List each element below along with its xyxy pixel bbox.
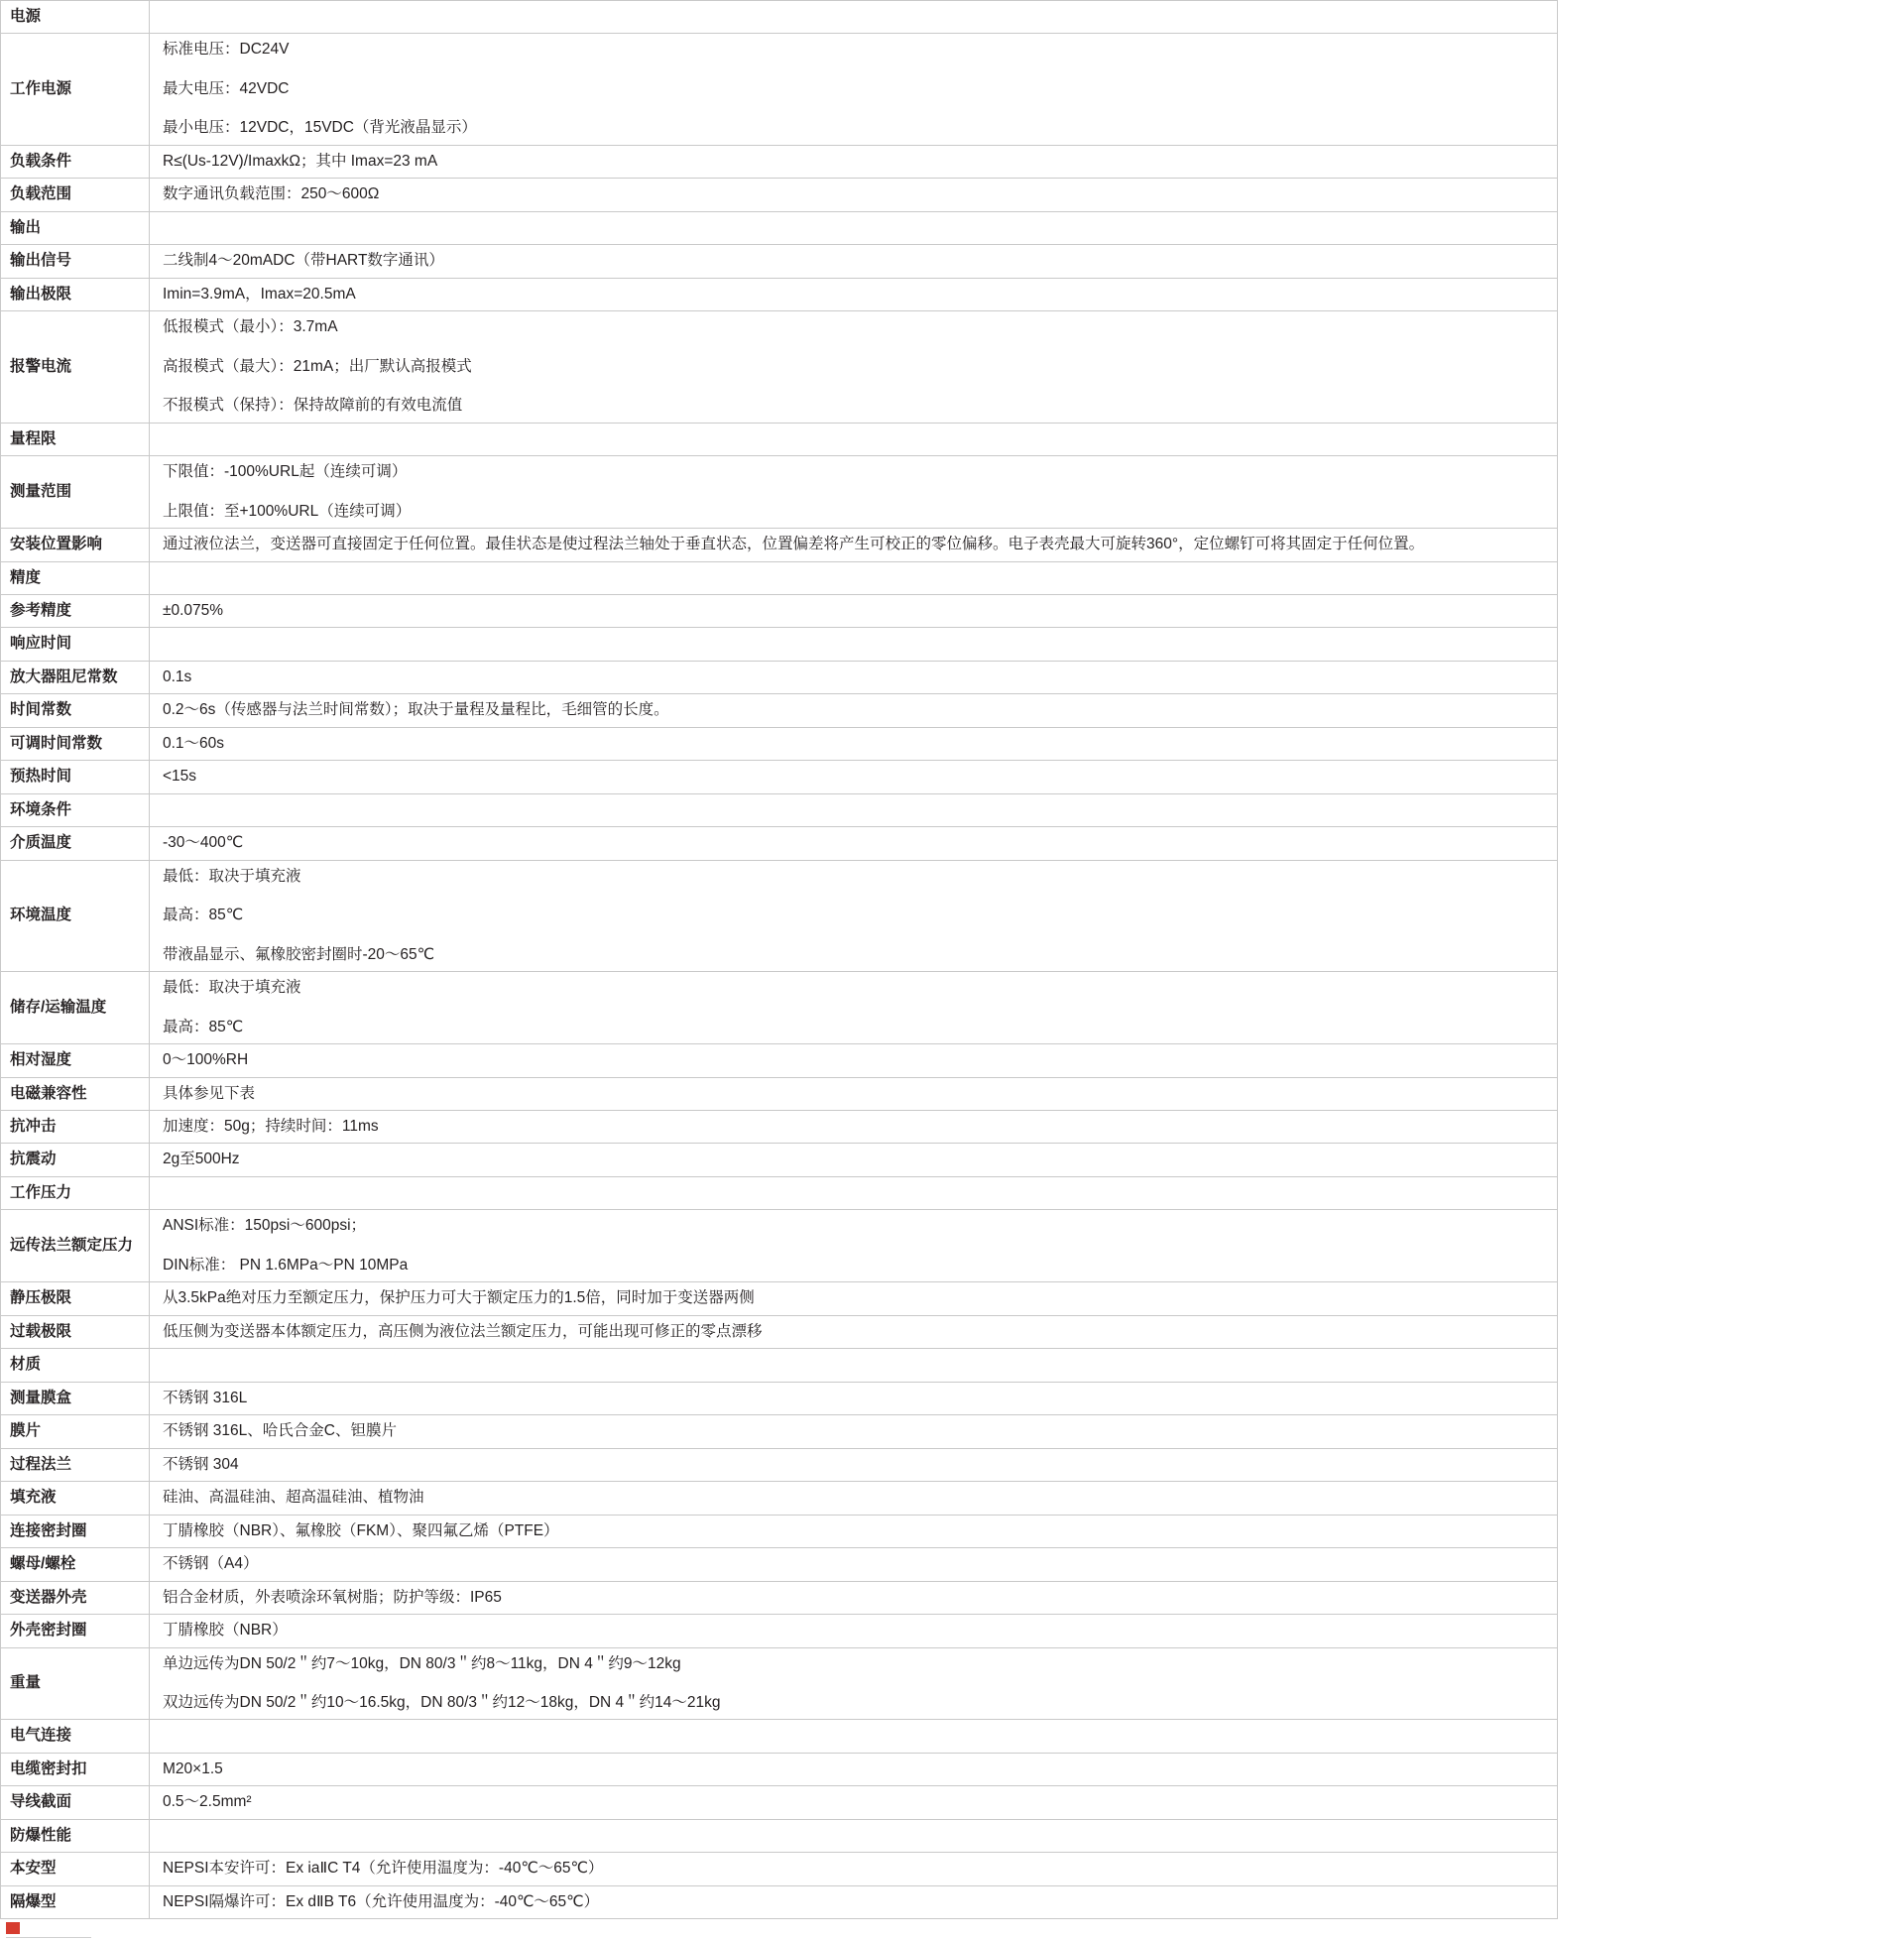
spec-label-cell: 防爆性能 (1, 1819, 150, 1852)
spec-value-line: 硅油、高温硅油、超高温硅油、植物油 (163, 1489, 424, 1507)
spec-value-cell (150, 1077, 1558, 1110)
table-row (1, 529, 1558, 561)
spec-value-cell (150, 972, 1558, 1044)
spec-value-line: 低报模式（最小）：3.7mA (163, 318, 338, 336)
spec-value-line: DIN标准： PN 1.6MPa～PN 10MPa (163, 1256, 409, 1274)
spec-value-cell (150, 1853, 1558, 1885)
table-row (1, 860, 1558, 971)
table-row (1, 1819, 1558, 1852)
table-row (1, 456, 1558, 529)
spec-value-cell (150, 561, 1558, 594)
spec-value-cell (150, 179, 1558, 211)
spec-label-cell: 相对湿度 (1, 1044, 150, 1077)
table-row (1, 1548, 1558, 1581)
table-row (1, 1282, 1558, 1315)
table-row (1, 1210, 1558, 1282)
spec-value-line: 上限值：至+100%URL（连续可调） (163, 502, 412, 520)
table-row (1, 278, 1558, 310)
table-row (1, 727, 1558, 760)
table-row (1, 1144, 1558, 1176)
table-row (1, 827, 1558, 860)
spec-value-cell (150, 211, 1558, 244)
footer-divider (6, 1937, 91, 1938)
spec-value-line: 高报模式（最大）：21mA；出厂默认高报模式 (163, 357, 472, 375)
table-row (1, 1885, 1558, 1918)
spec-value-line: 单边远传为DN 50/2＂约7～10kg，DN 80/3＂约8～11kg，DN 4＂约9～12kg (163, 1654, 681, 1672)
spec-value-line: ANSI标准：150psi～600psi； (163, 1217, 367, 1235)
spec-value-cell (150, 1482, 1558, 1515)
table-row (1, 1176, 1558, 1209)
spec-label-cell: 静压极限 (1, 1282, 150, 1315)
spec-label-cell: 抗震动 (1, 1144, 150, 1176)
spec-value-cell (150, 594, 1558, 627)
spec-label-cell: 量程限 (1, 423, 150, 455)
table-row (1, 179, 1558, 211)
table-row (1, 34, 1558, 145)
spec-value-cell (150, 456, 1558, 529)
spec-value-cell (150, 860, 1558, 971)
spec-label-cell: 输出极限 (1, 278, 150, 310)
table-row (1, 1482, 1558, 1515)
spec-label-cell: 材质 (1, 1349, 150, 1382)
table-row (1, 1515, 1558, 1547)
spec-value-line: M20×1.5 (163, 1759, 223, 1777)
spec-value-line: 标准电压：DC24V (163, 41, 290, 59)
spec-value-line: 从3.5kPa绝对压力至额定压力，保护压力可大于额定压力的1.5倍，同时加于变送器两侧 (163, 1289, 755, 1307)
spec-value-line: 下限值：-100%URL起（连续可调） (163, 463, 408, 481)
table-row (1, 423, 1558, 455)
spec-label-cell: 隔爆型 (1, 1885, 150, 1918)
spec-value-line: 低压侧为变送器本体额定压力，高压侧为液位法兰额定压力，可能出现可修正的零点漂移 (163, 1322, 763, 1340)
spec-value-line: 二线制4～20mADC（带HART数字通讯） (163, 252, 444, 270)
specification-table-body (1, 1, 1558, 1919)
spec-value-line: Imin=3.9mA，Imax=20.5mA (163, 285, 356, 303)
spec-value-cell (150, 34, 1558, 145)
spec-label-cell: 负载条件 (1, 145, 150, 178)
spec-value-cell (150, 1176, 1558, 1209)
spec-value-cell (150, 529, 1558, 561)
spec-label-cell: 外壳密封圈 (1, 1615, 150, 1647)
spec-value-line: 通过液位法兰，变送器可直接固定于任何位置。最佳状态是使过程法兰轴处于垂直状态，位置偏差将产生可校正的零位偏移。电子表壳最大可旋转360°，定位螺钉可将其固定于任何位置。 (163, 536, 1425, 553)
table-row (1, 628, 1558, 661)
spec-value-cell (150, 1415, 1558, 1448)
table-row (1, 1853, 1558, 1885)
spec-label-cell: 重量 (1, 1647, 150, 1720)
spec-value-cell (150, 1210, 1558, 1282)
spec-value-cell (150, 278, 1558, 310)
spec-value-line: 不报模式（保持）：保持故障前的有效电流值 (163, 397, 463, 415)
spec-value-cell (150, 1382, 1558, 1414)
spec-label-cell: 电气连接 (1, 1720, 150, 1753)
spec-label-cell: 预热时间 (1, 761, 150, 793)
spec-label-cell: 安装位置影响 (1, 529, 150, 561)
spec-value-cell (150, 661, 1558, 693)
spec-label-cell: 时间常数 (1, 694, 150, 727)
table-row (1, 1111, 1558, 1144)
table-row (1, 761, 1558, 793)
spec-label-cell: 膜片 (1, 1415, 150, 1448)
spec-value-line: R≤(Us-12V)/ImaxkΩ；其中 Imax=23 mA (163, 152, 438, 170)
spec-label-cell: 变送器外壳 (1, 1581, 150, 1614)
spec-value-line: 0.5～2.5mm² (163, 1793, 252, 1811)
table-row (1, 245, 1558, 278)
spec-value-line: 0～100%RH (163, 1051, 249, 1069)
table-row (1, 972, 1558, 1044)
table-row (1, 211, 1558, 244)
spec-label-cell: 放大器阻尼常数 (1, 661, 150, 693)
table-row (1, 1581, 1558, 1614)
spec-value-cell (150, 245, 1558, 278)
spec-value-line: 不锈钢（A4） (163, 1555, 259, 1573)
spec-label-cell: 导线截面 (1, 1786, 150, 1819)
spec-value-cell (150, 1753, 1558, 1785)
spec-value-line: 最低：取决于填充液 (163, 979, 301, 997)
spec-label-cell: 响应时间 (1, 628, 150, 661)
spec-label-cell: 填充液 (1, 1482, 150, 1515)
spec-value-line: -30～400℃ (163, 834, 244, 852)
spec-value-line: <15s (163, 768, 197, 786)
spec-label-cell: 精度 (1, 561, 150, 594)
spec-value-line: 铝合金材质，外表喷涂环氧树脂；防护等级：IP65 (163, 1588, 502, 1606)
table-row (1, 594, 1558, 627)
spec-value-line: 0.1～60s (163, 734, 225, 752)
spec-label-cell: 连接密封圈 (1, 1515, 150, 1547)
spec-value-line: 丁腈橡胶（NBR） (163, 1622, 288, 1639)
spec-value-line: 最小电压：12VDC，15VDC（背光液晶显示） (163, 119, 477, 137)
spec-value-cell (150, 761, 1558, 793)
spec-value-line: 2g至500Hz (163, 1151, 240, 1168)
table-row (1, 1615, 1558, 1647)
spec-value-line: 最大电压：42VDC (163, 79, 290, 97)
spec-label-cell: 报警电流 (1, 311, 150, 423)
spec-label-cell: 过程法兰 (1, 1448, 150, 1481)
table-row (1, 1382, 1558, 1414)
table-row (1, 1315, 1558, 1348)
spec-value-line: 双边远传为DN 50/2＂约10～16.5kg，DN 80/3＂约12～18kg，DN 4＂约14～21kg (163, 1693, 721, 1711)
spec-value-cell (150, 311, 1558, 423)
spec-label-cell: 本安型 (1, 1853, 150, 1885)
spec-value-line: 最高：85℃ (163, 1018, 244, 1035)
spec-label-cell: 可调时间常数 (1, 727, 150, 760)
spec-value-line: 数字通讯负载范围：250～600Ω (163, 185, 380, 203)
spec-label-cell: 测量范围 (1, 456, 150, 529)
spec-value-cell (150, 827, 1558, 860)
spec-value-cell (150, 1, 1558, 34)
table-row (1, 1647, 1558, 1720)
table-row (1, 145, 1558, 178)
spec-value-line: 0.2～6s（传感器与法兰时间常数）；取决于量程及量程比，毛细管的长度。 (163, 701, 669, 719)
spec-value-cell (150, 1581, 1558, 1614)
spec-label-cell: 储存/运输温度 (1, 972, 150, 1044)
spec-value-line: NEPSI隔爆许可：Ex dⅡB T6（允许使用温度为：-40℃～65℃） (163, 1892, 600, 1910)
spec-label-cell: 环境条件 (1, 793, 150, 826)
table-row (1, 1448, 1558, 1481)
spec-value-cell (150, 1647, 1558, 1720)
spec-label-cell: 螺母/螺栓 (1, 1548, 150, 1581)
table-row (1, 1349, 1558, 1382)
spec-value-cell (150, 1615, 1558, 1647)
table-row (1, 311, 1558, 423)
spec-value-line: 不锈钢 316L、哈氏合金C、钽膜片 (163, 1422, 397, 1440)
spec-label-cell: 抗冲击 (1, 1111, 150, 1144)
spec-value-cell (150, 1144, 1558, 1176)
spec-value-line: 不锈钢 316L (163, 1389, 248, 1406)
spec-value-cell (150, 1315, 1558, 1348)
spec-value-cell (150, 1720, 1558, 1753)
table-row (1, 1, 1558, 34)
spec-label-cell: 远传法兰额定压力 (1, 1210, 150, 1282)
spec-label-cell: 参考精度 (1, 594, 150, 627)
spec-label-cell: 电磁兼容性 (1, 1077, 150, 1110)
table-row (1, 1044, 1558, 1077)
spec-value-cell (150, 1885, 1558, 1918)
spec-value-cell (150, 145, 1558, 178)
spec-label-cell: 工作压力 (1, 1176, 150, 1209)
spec-value-line: 丁腈橡胶（NBR）、氟橡胶（FKM）、聚四氟乙烯（PTFE） (163, 1521, 559, 1539)
table-row (1, 661, 1558, 693)
red-square-icon (6, 1922, 20, 1934)
spec-value-line: ±0.075% (163, 601, 224, 619)
page-footer-mark (0, 1919, 1557, 1941)
spec-value-cell (150, 423, 1558, 455)
spec-label-cell: 电源 (1, 1, 150, 34)
spec-value-line: 加速度：50g；持续时间：11ms (163, 1118, 379, 1135)
table-row (1, 1415, 1558, 1448)
table-row (1, 694, 1558, 727)
spec-label-cell: 输出 (1, 211, 150, 244)
spec-label-cell: 测量膜盒 (1, 1382, 150, 1414)
spec-value-cell (150, 1111, 1558, 1144)
spec-label-cell: 工作电源 (1, 34, 150, 145)
spec-value-cell (150, 694, 1558, 727)
spec-value-cell (150, 727, 1558, 760)
spec-value-cell (150, 1548, 1558, 1581)
table-row (1, 1720, 1558, 1753)
spec-value-cell (150, 1819, 1558, 1852)
spec-value-line: 不锈钢 304 (163, 1455, 239, 1473)
spec-label-cell: 过载极限 (1, 1315, 150, 1348)
spec-value-line: 最低：取决于填充液 (163, 867, 301, 885)
spec-value-line: 带液晶显示、氟橡胶密封圈时-20～65℃ (163, 945, 435, 963)
spec-value-line: 具体参见下表 (163, 1084, 256, 1102)
table-row (1, 1753, 1558, 1785)
table-row (1, 793, 1558, 826)
spec-value-cell (150, 1044, 1558, 1077)
spec-value-line: NEPSI本安许可：Ex iaⅡC T4（允许使用温度为：-40℃～65℃） (163, 1860, 604, 1878)
spec-value-line: 0.1s (163, 667, 192, 685)
spec-value-cell (150, 1282, 1558, 1315)
spec-value-cell (150, 1349, 1558, 1382)
table-row (1, 1077, 1558, 1110)
spec-label-cell: 电缆密封扣 (1, 1753, 150, 1785)
spec-label-cell: 负载范围 (1, 179, 150, 211)
spec-value-cell (150, 628, 1558, 661)
table-row (1, 1786, 1558, 1819)
spec-value-cell (150, 1448, 1558, 1481)
spec-label-cell: 介质温度 (1, 827, 150, 860)
spec-value-cell (150, 1786, 1558, 1819)
spec-value-line: 最高：85℃ (163, 907, 244, 924)
table-row (1, 561, 1558, 594)
spec-label-cell: 环境温度 (1, 860, 150, 971)
spec-value-cell (150, 1515, 1558, 1547)
spec-label-cell: 输出信号 (1, 245, 150, 278)
spec-value-cell (150, 793, 1558, 826)
